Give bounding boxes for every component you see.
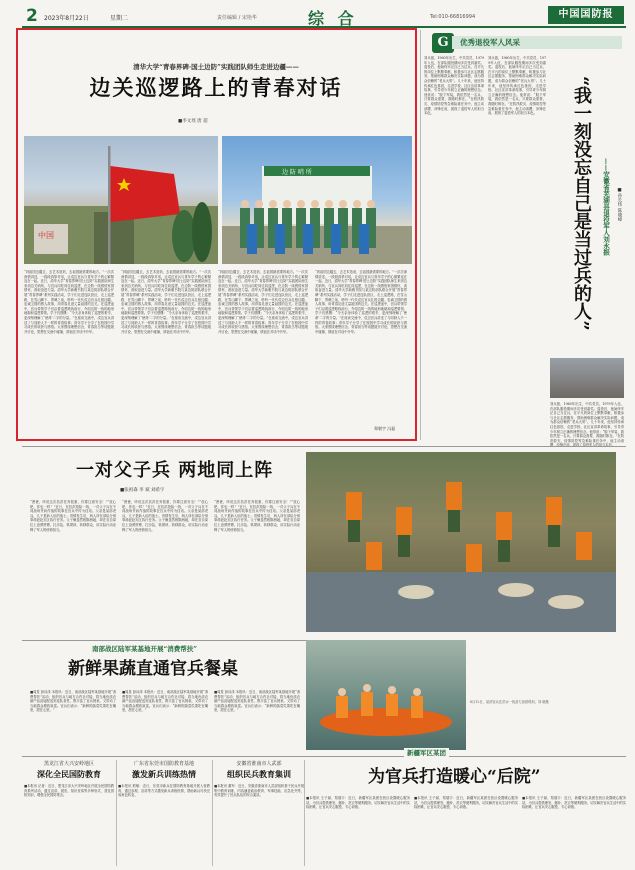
page-header <box>22 4 626 28</box>
short-divider-1 <box>116 760 117 866</box>
sidebar-photo <box>550 358 624 398</box>
boat-photo <box>306 640 466 750</box>
section-title: 综 合 <box>308 9 358 28</box>
sidebar-body-col1: 刘永振，1960年出生，中共党员，1979年入伍，在部队服役期间多次受到嘉奖。退役后，他始终牢记自己当过兵，在平凡的岗位上默默奉献，积极参与社区志愿服务，帮助困难群众解决实际问题，成为群众信赖的“老兵大哥”。几十年来，他坚持传承红色基因，走进学校、社区宣讲革命故事，引导青少年树立正确的理想信念。他常说：“脱下军装，我依然是一名兵，只要群众需要，我随时都在。”在防汛救灾、疫情防控等急难险重任务中，他主动请缨，冲锋在前，展现了退役军人的担当本色。 <box>424 56 484 116</box>
column-divider <box>420 30 421 440</box>
short-news-3-body: ■本报讯 董军：近日，安徽省淮南市人武部组织基干民兵开展集中教育训练，内容涵盖政治教育、军事技能、应急处突等，有效提升了民兵队伍的综合素质。 <box>214 784 304 798</box>
bottom-left-body-col3: ■周星 彭诗泽 本报讯：近日，南部战区陆军某基地开展“消费帮扶”活动，组织官兵与地方合作社对接，将当地优质农副产品直接配送到连队食堂，既丰富了官兵餐桌，又带动了当地群众增收致富。官兵们表示：“新鲜的蔬菜瓜果吃在嘴里，甜在心里。” <box>214 690 300 713</box>
sidebar-article <box>420 28 626 441</box>
short-news-3 <box>214 760 304 868</box>
bottom-right-headline: 为官兵打造暖心“后院” <box>368 767 541 787</box>
sidebar-subtitle: ——安徽省芜湖县退役军人刘永振 <box>602 158 610 256</box>
svg-text:中国: 中国 <box>38 231 54 240</box>
middle-body-col3: “爸爸，听说这次抗洪任务很重，你要注意安全！”“放心吧，你也一样！”近日，在抗洪抢险一线，一对父子兵在不同战场并肩作战的故事在官兵中传为佳话。父亲是某部老兵，儿子是新入伍的战士。汛情发生后，两人所在部队分别奉命赶赴灾区执行任务。父子俩虽然相隔两地，却在各自岗位上奋勇拼搏，扛沙袋、筑堤坝、转移群众，用实际行动诠释了军人的使命担当。 <box>214 500 300 532</box>
lead-article <box>16 28 417 441</box>
sidebar-body-col3: 刘永振，1960年出生，中共党员，1979年入伍，在部队服役期间多次受到嘉奖。退役后，他始终牢记自己当过兵，在平凡的岗位上默默奉献，积极参与社区志愿服务，帮助困难群众解决实际问题，成为群众信赖的“老兵大哥”。几十年来，他坚持传承红色基因，走进学校、社区宣讲革命故事，引导青少年树立正确的理想信念。他常说：“脱下军装，我依然是一名兵，只要群众需要，我随时都在。”在防汛救灾、疫情防控等急难险重任务中，他主动请 <box>550 402 624 443</box>
issue-weekday: 星期二 <box>110 15 129 22</box>
short-divider-2 <box>212 760 213 866</box>
lead-body-col3: “到祖国边疆去，去艺术造诣，去祖国最需要的地方。”一次次深情讲述，一段段真挚对话，让戍边官兵与青年学子的心紧紧连在一起。近日，清华大学“青春界碑·国土边防”实践团队师生来到边关哨所，与官兵同吃同住同巡逻，在边防一线感悟家国情怀，汲取奋进力量。清华大学新雅书院与某边防部队联合开展“青春界碑”系列实践活动，学子们走进连队营区，走上巡逻路，在雪山脚下、界碑之前，聆听一代代戍边官兵扎根边疆、忠诚卫国的感人故事，用青春足迹丈量祖国的边关。在巡逻途中，官兵带领学子们沿着巡逻路线前行，介绍边防一线的地形地貌和巡逻要领。学子们感慨：“今天亲身体验了巡逻的艰辛，更深刻理解了‘使命’二字的分量。”在座谈交流中，戍边官兵讲述了与同龄人不一样的青春故事；青年学子分享了在校园中学习成长的收获与感悟。大家围绕理想信念、青春担当等话题展开讨论，思想在交流中碰撞，情谊在对话中升华。 <box>218 270 308 334</box>
short-news-1-headline: 深化全民国防教育 <box>37 769 101 779</box>
sidebar-byline: ■孙长纬 陈晓峰 <box>617 188 622 222</box>
short-news-2-headline: 激发新兵训练热情 <box>132 769 196 779</box>
svg-text:边 防 哨 所: 边 防 哨 所 <box>282 169 312 176</box>
short-news-2 <box>118 760 210 868</box>
bottom-left-body-col1: ■周星 彭诗泽 本报讯：近日，南部战区陆军某基地开展“消费帮扶”活动，组织官兵与地方合作社对接，将当地优质农副产品直接配送到连队食堂，既丰富了官兵餐桌，又带动了当地群众增收致富。官兵们表示：“新鲜的蔬菜瓜果吃在嘴里，甜在心里。” <box>30 690 116 713</box>
lead-photo-group <box>222 136 412 264</box>
responsible-editor: 责任编辑 / 宋艳华 <box>217 15 257 21</box>
middle-body-col2: “爸爸，听说这次抗洪任务很重，你要注意安全！”“放心吧，你也一样！”近日，在抗洪抢险一线，一对父子兵在不同战场并肩作战的故事在官兵中传为佳话。父亲是某部老兵，儿子是新入伍的战士。汛情发生后，两人所在部队分别奉命赶赴灾区执行任务。父子俩虽然相隔两地，却在各自岗位上奋勇拼搏，扛沙袋、筑堤坝、转移群众，用实际行动诠释了军人的使命担当。 <box>122 500 208 532</box>
divider-bottom <box>22 756 626 757</box>
short-news-2-body: ■本报讯 熊敏：近日，东莞市新兵在国防教育基地开展入营教育，通过参观、宣讲等方式激发新兵训练热情，帮助新兵尽快完成角色转变。 <box>118 784 210 798</box>
short-news-1-body: ■本报讯 记者：近日，黑龙江省大兴安岭地区开展全民国防教育系列活动，通过宣讲、展览、知识竞赛等多种形式，普及国防知识，增强全民国防观念。 <box>24 784 114 798</box>
issue-date: 2023年8月22日 <box>44 15 89 22</box>
bottom-right-body-col2: ■本报讯 王子斌、郑瑞宇：近日，新疆军区某团在营区设置暖心服务站，为官兵提供理发、缝补、洗衣等便利服务，切实解决官兵生活中的实际困难，让官兵安心服役、专心训练。 <box>414 796 518 810</box>
short-news-2-kicker: 广东省东莞市国防教育基地 <box>133 761 194 767</box>
short-news-3-headline: 组织民兵教育集训 <box>227 769 291 779</box>
bottom-right-body-col1: ■本报讯 王子斌、郑瑞宇：近日，新疆军区某团在营区设置暖心服务站，为官兵提供理发、缝补、洗衣等便利服务，切实解决官兵生活中的实际困难，让官兵安心服役、专心训练。 <box>306 796 410 810</box>
lead-body-col2: “到祖国边疆去，去艺术造诣，去祖国最需要的地方。”一次次深情讲述，一段段真挚对话，让戍边官兵与青年学子的心紧紧连在一起。近日，清华大学“青春界碑·国土边防”实践团队师生来到边关哨所，与官兵同吃同住同巡逻，在边防一线感悟家国情怀，汲取奋进力量。清华大学新雅书院与某边防部队联合开展“青春界碑”系列实践活动，学子们走进连队营区，走上巡逻路，在雪山脚下、界碑之前，聆听一代代戍边官兵扎根边疆、忠诚卫国的感人故事，用青春足迹丈量祖国的边关。在巡逻途中，官兵带领学子们沿着巡逻路线前行，介绍边防一线的地形地貌和巡逻要领。学子们感慨：“今天亲身体验了巡逻的艰辛，更深刻理解了‘使命’二字的分量。”在座谈交流中，戍边官兵讲述了与同龄人不一样的青春故事；青年学子分享了在校园中学习成长的收获与感悟。大家围绕理想信念、青春担当等话题展开讨论，思想在交流中碰撞，情谊在对话中升华。 <box>121 270 211 334</box>
bottom-left-headline: 新鲜果蔬直通官兵餐桌 <box>68 659 238 679</box>
short-divider-3 <box>304 760 305 866</box>
lead-photo-flag <box>24 136 218 264</box>
masthead-logo: 中国国防报 <box>548 6 624 24</box>
rescue-boat-illustration <box>306 640 466 750</box>
bottom-left-body-col2: ■周星 彭诗泽 本报讯：近日，南部战区陆军某基地开展“消费帮扶”活动，组织官兵与地方合作社对接，将当地优质农副产品直接配送到连队食堂，既丰富了官兵餐桌，又带动了当地群众增收致富。官兵们表示：“新鲜的蔬菜瓜果吃在嘴里，甜在心里。” <box>122 690 208 713</box>
lead-body-col1: “到祖国边疆去，去艺术造诣，去祖国最需要的地方。”一次次深情讲述，一段段真挚对话，让戍边官兵与青年学子的心紧紧连在一起。近日，清华大学“青春界碑·国土边防”实践团队师生来到边关哨所，与官兵同吃同住同巡逻，在边防一线感悟家国情怀，汲取奋进力量。清华大学新雅书院与某边防部队联合开展“青春界碑”系列实践活动，学子们走进连队营区，走上巡逻路，在雪山脚下、界碑之前，聆听一代代戍边官兵扎根边疆、忠诚卫国的感人故事，用青春足迹丈量祖国的边关。在巡逻途中，官兵带领学子们沿着巡逻路线前行，介绍边防一线的地形地貌和巡逻要领。学子们感慨：“今天亲身体验了巡逻的艰辛，更深刻理解了‘使命’二字的分量。”在座谈交流中，戍边官兵讲述了与同龄人不一样的青春故事；青年学子分享了在校园中学习成长的收获与感悟。大家围绕理想信念、青春担当等话题展开讨论，思想在交流中碰撞，情谊在对话中升华。 <box>24 270 114 334</box>
lead-footer: 郑朝宇 冯磊 <box>374 426 396 431</box>
bottom-left-kicker: 南部战区陆军某基地开展“消费帮扶” <box>92 645 197 653</box>
middle-photo-caption: 8月12日，某部官兵在洪水一线奋力加固堤坝。刘 晓摄 <box>470 700 549 704</box>
bottom-right-body-col3: ■本报讯 王子斌、郑瑞宇：近日，新疆军区某团在营区设置暖心服务站，为官兵提供理发、缝补、洗衣等便利服务，切实解决官兵生活中的实际困难，让官兵安心服役、专心训练。 <box>522 796 626 810</box>
flood-rescue-illustration <box>306 452 616 632</box>
column-title: 优秀退役军人风采 <box>460 38 520 47</box>
short-news-3-kicker: 安徽省淮南市人武部 <box>236 761 282 767</box>
flag-scene-illustration <box>24 136 218 264</box>
short-news-1-kicker: 黑龙江省大兴安岭地区 <box>43 761 94 767</box>
sidebar-title: “我一刻没忘自己是当过兵的人” <box>571 76 592 331</box>
divider-middle-top <box>22 446 626 447</box>
lead-body-col4: “到祖国边疆去，去艺术造诣，去祖国最需要的地方。”一次次深情讲述，一段段真挚对话，让戍边官兵与青年学子的心紧紧连在一起。近日，清华大学“青春界碑·国土边防”实践团队师生来到边关哨所，与官兵同吃同住同巡逻，在边防一线感悟家国情怀，汲取奋进力量。清华大学新雅书院与某边防部队联合开展“青春界碑”系列实践活动，学子们走进连队营区，走上巡逻路，在雪山脚下、界碑之前，聆听一代代戍边官兵扎根边疆、忠诚卫国的感人故事，用青春足迹丈量祖国的边关。在巡逻途中，官兵带领学子们沿着巡逻路线前行，介绍边防一线的地形地貌和巡逻要领。学子们感慨：“今天亲身体验了巡逻的艰辛，更深刻理解了‘使命’二字的分量。”在座谈交流中，戍边官兵讲述了与同龄人不一样的青春故事；青年学子分享了在校园中学习成长的收获与感悟。大家围绕理想信念、青春担当等话题展开讨论，思想在交流中碰撞，情谊在对话中升华。 <box>315 270 407 334</box>
sidebar-body-col2: 刘永振，1960年出生，中共党员，1979年入伍，在部队服役期间多次受到嘉奖。退役后，他始终牢记自己当过兵，在平凡的岗位上默默奉献，积极参与社区志愿服务，帮助困难群众解决实际问题，成为群众信赖的“老兵大哥”。几十年来，他坚持传承红色基因，走进学校、社区宣讲革命故事，引导青少年树立正确的理想信念。他常说：“脱下军装，我依然是一名兵，只要群众需要，我随时都在。”在防汛救灾、疫情防控等急难险重任务中，他主动请缨，冲锋在前，展现了退役军人的担当本色。 <box>488 56 546 116</box>
column-logo-icon: G <box>432 33 454 53</box>
group-photo-illustration <box>222 136 412 264</box>
middle-body-col1: “爸爸，听说这次抗洪任务很重，你要注意安全！”“放心吧，你也一样！”近日，在抗洪抢险一线，一对父子兵在不同战场并肩作战的故事在官兵中传为佳话。父亲是某部老兵，儿子是新入伍的战士。汛情发生后，两人所在部队分别奉命赶赴灾区执行任务。父子俩虽然相隔两地，却在各自岗位上奋勇拼搏，扛沙袋、筑堤坝、转移群众，用实际行动诠释了军人的使命担当。 <box>30 500 116 532</box>
middle-headline: 一对父子兵 两地同上阵 <box>76 460 274 481</box>
middle-photo-flood <box>306 452 616 632</box>
lead-headline: 边关巡逻路上的青春对话 <box>89 75 343 100</box>
divider-middle-bottom <box>22 640 312 641</box>
lead-byline: ■李文瑶 唐 超 <box>178 119 208 124</box>
page-number: 2 <box>26 6 38 26</box>
short-news-1 <box>24 760 114 868</box>
lead-kicker: 清华大学“青春界碑·国土边防”实践团队师生走进边疆—— <box>133 63 299 71</box>
bottom-right-kicker: 新疆军区某团 <box>404 748 449 757</box>
middle-byline: ■张祖森 李 斌 刘希宇 <box>120 488 165 493</box>
editor-tel: Tel:010-66816994 <box>430 14 476 20</box>
